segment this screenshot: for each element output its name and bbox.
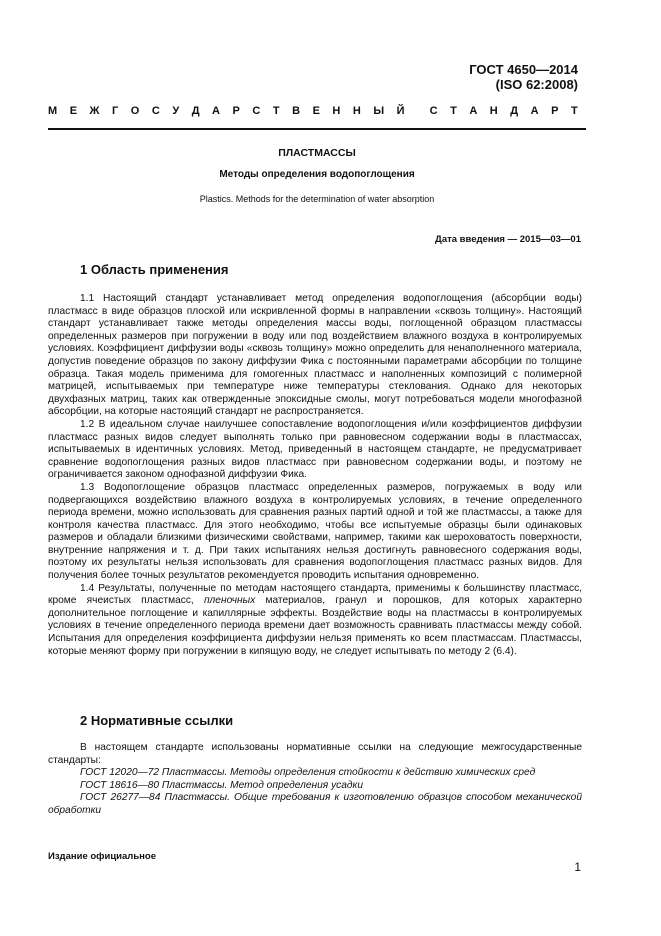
banner-letter: Т [450,105,457,117]
banner-letter: С [429,105,438,117]
paragraph-1-1: 1.1 Настоящий стандарт устанавливает метод определения водопоглощения (абсорбции воды) пластмасс в виде образцов плоской или искривленной формы в направлении «сквозь толщину». Настоящий стандарт устанавливает также методы определения массы воды, поглощенной образцом пластмассы определенных размеров при погружении в воду или под воздействием влажного воздуха в контролируемых условиях. Коэффициент диффузии воды «сквозь толщину» можно определить для ненаполненного материала, допустив поведение образцов по закону диффузии Фика с постоянными параметрами абсорбции по толщине образца. Такая модель применима для гомогенных пластмасс и наполненных композиций с полимерной матрицей, испытываемых при температуре ниже температуры стеклования. Однако для некоторых двухфазных матриц, таких как отвержденные эпоксидные смолы, могут потребоваться модели многофазной абсорбции, на которые настоящий стандарт не распространяется. [48,293,582,418]
header-rule [48,128,586,130]
paragraph-1-4-end: материалов, гранул и порошков, для которых характерно дополнительное поглощение и капиллярные эффекты. Воздействие воды на пластмассы в контролируемых условиях в течение определенного периода времени дает возможность сравнивать пластмассы между собой. Испытания для определения коэффициента диффузии нельзя применять ко всем пластмассам. Пластмассы, которые меняют форму при погружении в кипящую воду, не следует испытывать по методу 2 (6.4). [48,595,582,657]
document-title: ПЛАСТМАССЫ [278,147,356,159]
banner-letter: Н [352,105,361,117]
reference-item: ГОСТ 18616—80 Пластмассы. Метод определения усадки [80,779,364,791]
introduction-date: Дата введения — 2015—03—01 [435,234,581,245]
paragraph-1-3: 1.3 Водопоглощение образцов пластмасс определенных размеров, погружаемых в воду или подвергающихся воздействию влажного воздуха в контролируемых условиях, в течение определенного периода времени, можно использовать для сравнения разных партий одной и той же пластмассы, а также для контроля качества пластмасс. Для этого необходимо, чтобы все испытуемые образцы были одинаковых размеров и обладали близкими физическими свойствами, например, такими как шероховатость поверхности, внутренние напряжения и т. д. При таких испытаниях нельзя достигнуть равновесного содержания воды, поэтому их результаты нельзя использовать для сравнения водопоглощения пластмасс разных видов. Для получения более точных результатов рекомендуется проводить испытания одновременно. [48,481,582,582]
banner-letter: Т [570,105,578,117]
banner-letter: Е [312,105,320,117]
section-2-body [48,742,582,818]
banner-letter: У [172,105,180,117]
banner-letter: А [469,105,478,117]
english-title: Plastics. Methods for the determination of water absorption [199,194,435,204]
banner-letter: А [530,105,539,117]
section-2-heading: 2 Нормативные ссылки [80,713,234,728]
banner-letter: Ж [89,105,100,117]
gost-number: ГОСТ 4650—2014 [469,62,578,77]
banner-letter: Н [332,105,341,117]
banner-letter: Й [396,105,405,117]
section-1-body [48,293,582,658]
iso-number: (ISO 62:2008) [495,77,578,92]
reference-item: ГОСТ 26277—84 Пластмассы. Общие требования к изготовлению образцов способом механической обработки [48,792,582,816]
banner-letter: Г [112,105,119,117]
banner-letter: А [212,105,220,117]
banner-letter: С [252,105,261,117]
banner-letter: Т [272,105,280,117]
banner-letter: Ы [373,105,385,117]
references-intro: В настоящем стандарте использованы нормативные ссылки на следующие межгосударственные стандарты: [48,742,582,766]
banner-letter: Р [232,105,240,117]
banner-letter: О [130,105,140,117]
reference-item: ГОСТ 12020—72 Пластмассы. Методы определения стойкости к действию химических сред [80,767,536,779]
paragraph-1-4 [48,583,582,659]
page-number: 1 [574,860,581,874]
section-1-heading: 1 Область применения [80,262,229,277]
banner-letter: Д [510,105,519,117]
banner-letter: Р [551,105,559,117]
banner-letter: В [292,105,301,117]
document-subtitle: Методы определения водопоглощения [219,169,415,180]
paragraph-1-4-start: 1.4 Результаты, полученные по методам настоящего стандарта, применимы к большинству пластмасс, кроме ячеистых пластмасс, [48,582,582,607]
banner-letter: Е [69,105,78,117]
interstate-standard-banner [48,105,578,117]
banner-letter: М [48,105,58,117]
paragraph-1-2: 1.2 В идеальном случае наилучшее сопоставление водопоглощения и/или коэффициентов диффузии пластмасс разных видов следует выполнять только при равновесном содержании воды в пластмассах, испытываемых в идентичных условиях. Метод, приведенный в настоящем стандарте, не предусматривает сравнение водопоглощения разных видов пластмасс при равновесном содержании воды, и поэтому не ограничивается законом однофазной диффузии Фика. [48,418,582,481]
banner-letter: Д [191,105,200,117]
paragraph-1-4-italic: пленочных [203,595,256,607]
banner-letter: С [151,105,160,117]
official-edition-label: Издание официальное [48,851,156,862]
banner-letter: Н [489,105,498,117]
standard-designation [469,62,578,92]
